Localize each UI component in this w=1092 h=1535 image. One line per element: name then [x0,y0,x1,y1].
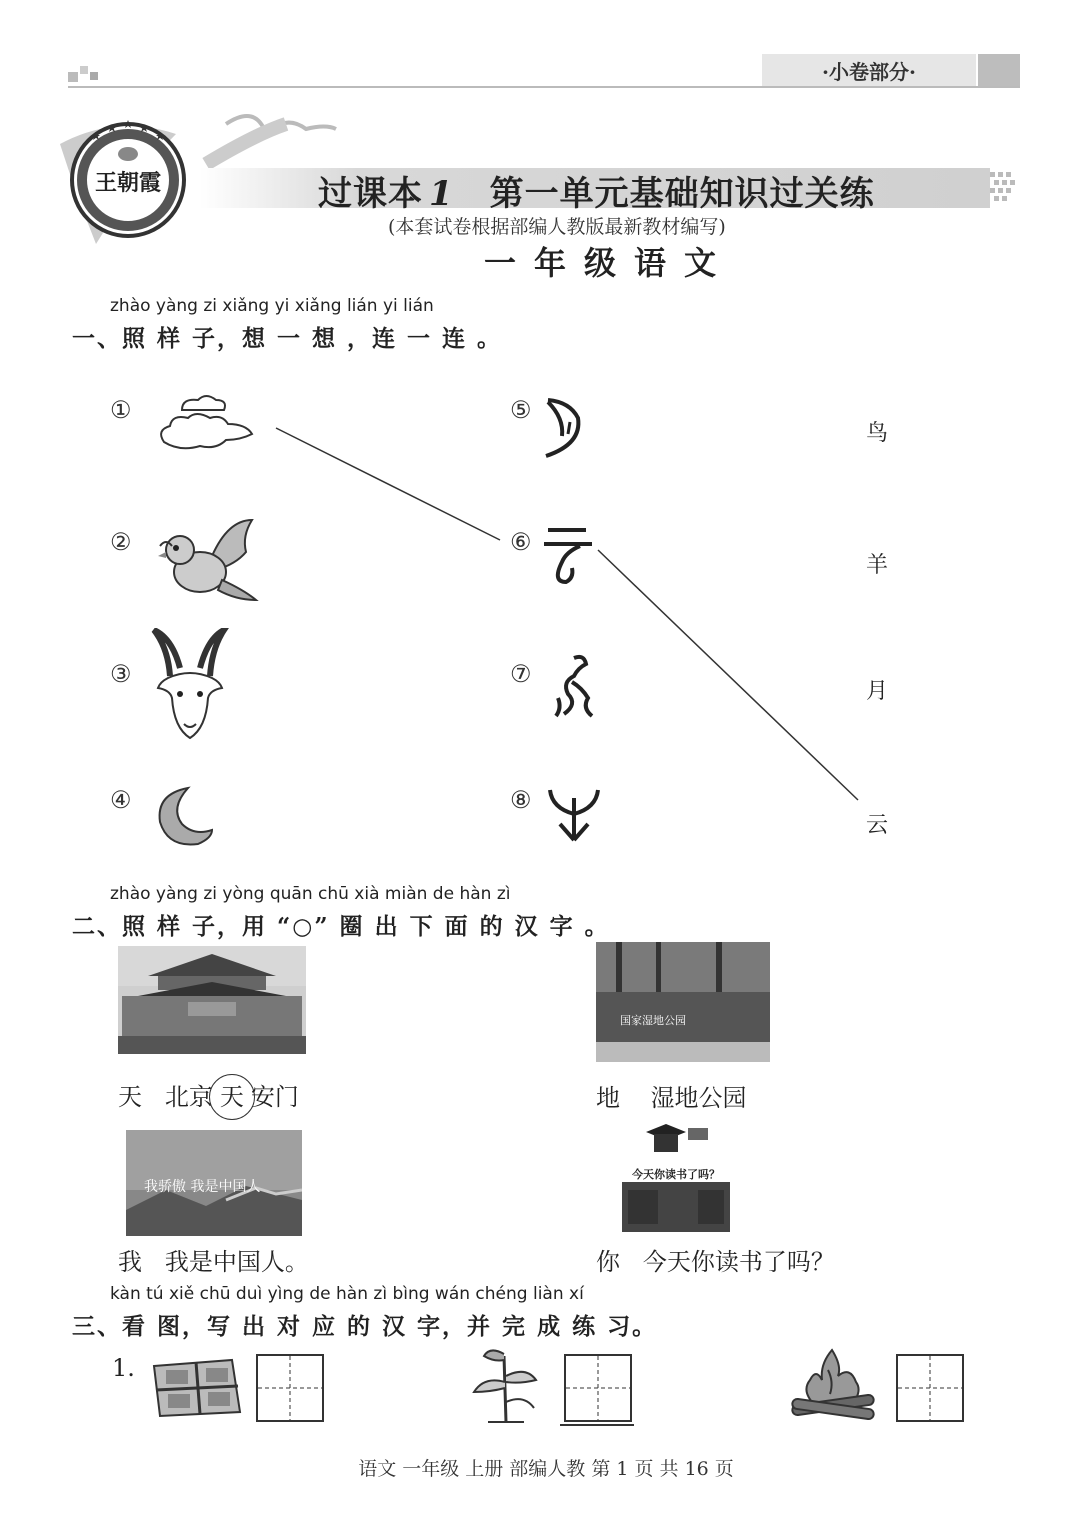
section2-instruction: 二、照 样 子，用 “○” 圈 出 下 面 的 汉 字 。 [72,913,610,940]
item-number-7: ⑦ [510,660,532,688]
item-number-8: ⑧ [510,786,532,814]
answer-char-bird: 鸟 [866,421,889,446]
circled-example-char: 天 [209,1074,255,1120]
target-char-wo: 我 [118,1248,142,1276]
title-prefix: 过课本 [318,174,423,214]
caption-wo [118,1242,309,1277]
answer-char-moon: 月 [866,679,889,704]
caption-di [596,1078,747,1113]
title-main: 第一单元基础知识过关练 [489,174,875,214]
title-number: 1 [429,174,454,214]
item-number-3: ③ [110,660,132,688]
connect-line-glyph-char [598,550,858,800]
item-number-s3-1: 1. [112,1354,135,1382]
tiananmen-photo [118,946,306,1054]
phrase-di: 湿地公园 [650,1084,747,1112]
phrase-tian-post: 安门 [250,1083,299,1111]
section3-instruction: 三、看 图，写 出 对 应 的 汉 字，并 完 成 练 习。 [72,1313,658,1340]
section-badge: ·小卷部分· [762,54,976,86]
svg-text:王朝霞: 王朝霞 [94,170,162,196]
section1-instruction: 一、照 样 子，想 一 想 ，连 一 连 。 [72,325,503,352]
seedling-picture-icon [470,1346,540,1430]
answer-char-cloud: 云 [866,813,889,838]
wetland-sign-text: 国家湿地公园 [620,1014,686,1027]
writing-box-2-underline [560,1424,634,1426]
fire-picture-icon [786,1346,880,1424]
reading-desk-photo [618,1120,734,1232]
target-char-ni: 你 [596,1248,620,1276]
target-char-di: 地 [596,1084,620,1112]
writing-box-2[interactable] [564,1354,632,1422]
answer-char-goat: 羊 [866,553,889,578]
writing-box-1[interactable] [256,1354,324,1422]
section1-pinyin: zhào yàng zi xiǎng yi xiǎng lián yi lián [110,296,434,316]
caption-ni [596,1242,835,1277]
caption-tian [118,1074,299,1120]
phrase-wo: 我是中国人。 [164,1248,309,1276]
phrase-ni: 今天你读书了吗？ [642,1248,835,1276]
page-footer: 语文 一年级 上册 部编人教 第 1 页 共 16 页 [358,1458,734,1480]
connect-line-cloud-glyph [276,428,500,540]
phrase-tian-pre: 北京 [164,1083,213,1111]
section2-pinyin: zhào yàng zi yòng quān chū xià miàn de hàn zì [110,884,511,904]
target-char-tian: 天 [118,1083,142,1111]
item-number-4: ④ [110,786,132,814]
reading-slogan: 今天你读书了吗？ [632,1168,720,1181]
writing-box-3[interactable] [896,1354,964,1422]
great-wall-photo [126,1130,302,1236]
subtitle: (本套试卷根据部编人教版最新教材编写) [388,216,726,238]
wetland-park-photo [596,942,770,1062]
item-number-2: ② [110,528,132,556]
section3-pinyin: kàn tú xiě chū duì yìng de hàn zì bìng wán chéng liàn xí [110,1284,584,1304]
item-number-5: ⑤ [510,396,532,424]
great-wall-slogan: 我骄傲 我是中国人 [144,1179,261,1195]
field-picture-icon [148,1356,244,1422]
item-number-1: ① [110,396,132,424]
grade-subject: 一年级语文 [484,244,735,282]
item-number-6: ⑥ [510,528,532,556]
